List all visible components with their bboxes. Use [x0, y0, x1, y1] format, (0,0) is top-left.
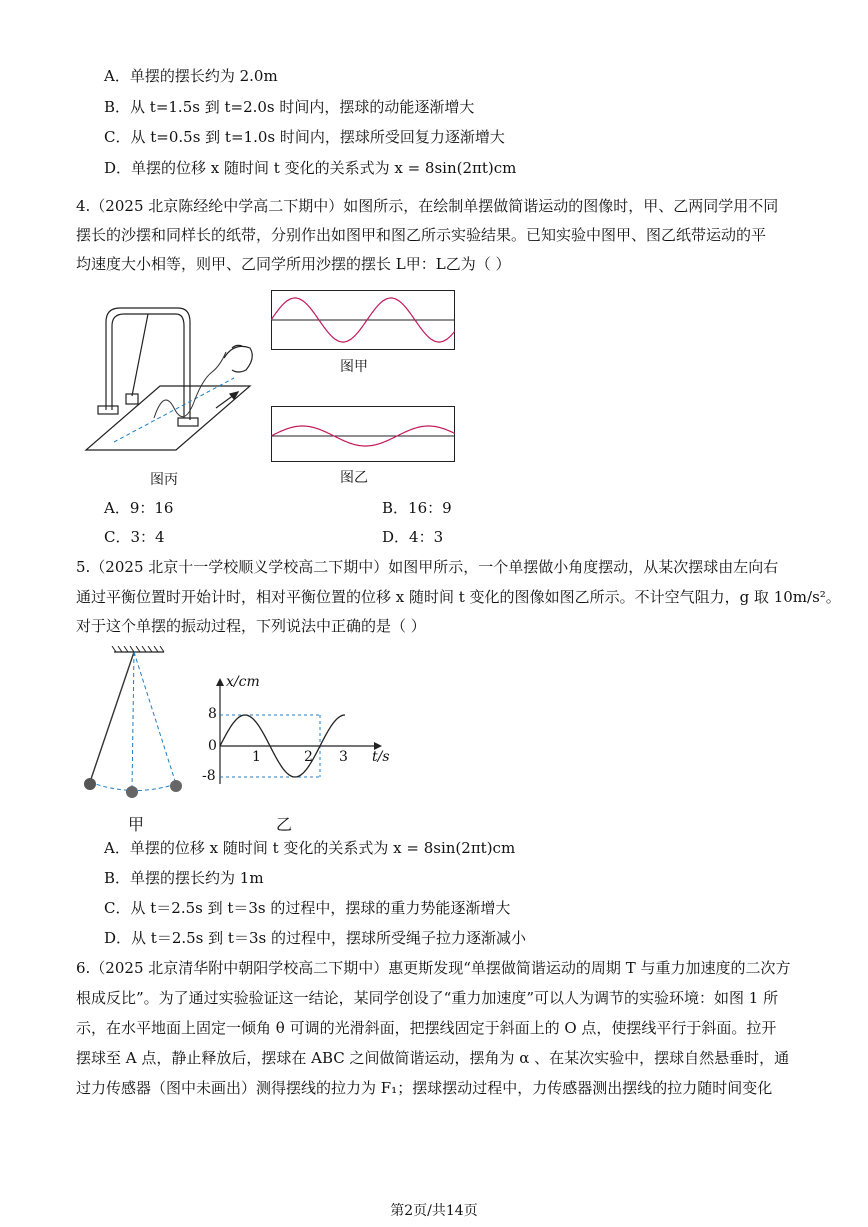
q5-graph-caption: 乙	[276, 815, 293, 834]
page-footer: 第2页/共14页	[390, 1203, 478, 1219]
q5-graph-xtick-3: 3	[339, 749, 348, 765]
q3-option-b: B．从 t=1.5s 到 t=2.0s 时间内，摆球的动能逐渐增大	[104, 98, 475, 116]
q4-apparatus-caption: 图丙	[150, 472, 178, 488]
q6-stem-line-1: 6.（2025 北京清华附中朝阳学校高二下期中）惠更斯发现“单摆做简谐运动的周期 T 与重力加速度的二次方	[76, 959, 791, 977]
q4-stem-line-1: 4.（2025 北京陈经纶中学高二下期中）如图所示，在绘制单摆做简谐运动的图像时，甲、乙两同学用不同	[76, 197, 779, 215]
q5-pendulum-figure	[80, 646, 200, 806]
q5-stem-line-3: 对于这个单摆的振动过程，下列说法中正确的是（ ）	[76, 617, 426, 635]
q4-stem-line-3: 均速度大小相等，则甲、乙同学所用沙摆的摆长 L甲：L乙为（ ）	[76, 255, 511, 273]
q3-option-c: C．从 t=0.5s 到 t=1.0s 时间内，摆球所受回复力逐渐增大	[104, 128, 505, 146]
q4-wave-top-caption: 图甲	[340, 359, 368, 375]
q3-option-d: D．单摆的位移 x 随时间 t 变化的关系式为 x = 8sin(2πt)cm	[104, 159, 517, 177]
q4-stem-line-2: 摆长的沙摆和同样长的纸带，分别作出如图甲和图乙所示实验结果。已知实验中图甲、图乙纸带运动的平	[76, 226, 767, 244]
q4-wave-bottom-caption: 图乙	[340, 470, 368, 486]
q5-graph-ytick-0: 0	[208, 738, 217, 754]
q5-option-d: D．从 t＝2.5s 到 t＝3s 的过程中，摆球所受绳子拉力逐渐减小	[104, 929, 526, 947]
q5-graph-ylabel: x/cm	[226, 674, 260, 690]
q5-stem-line-1: 5.（2025 北京十一学校顺义学校高二下期中）如图甲所示，一个单摆做小角度摆动，从某次摆球由左向右	[76, 558, 779, 576]
q4-option-a: A．9：16	[104, 499, 174, 517]
q5-option-b: B．单摆的摆长约为 1m	[104, 869, 264, 887]
q6-stem-line-5: 过力传感器（图中未画出）测得摆线的拉力为 F₁；摆球摆动过程中，力传感器测出摆线的拉力随时间变化	[76, 1079, 773, 1097]
q5-graph-xtick-1: 1	[252, 749, 261, 765]
q5-graph-ytick-8: 8	[208, 706, 217, 722]
q6-stem-line-3: 示，在水平地面上固定一倾角 θ 可调的光滑斜面，把摆线固定于斜面上的 O 点，使摆线平行于斜面。拉开	[76, 1019, 777, 1037]
q4-option-c: C．3：4	[104, 528, 165, 546]
q4-apparatus-figure	[84, 300, 256, 460]
q4-wave-top	[271, 290, 455, 350]
q5-stem-line-2: 通过平衡位置时开始计时，相对平衡位置的位移 x 随时间 t 变化的图像如图乙所示。不计空气阻力，g 取 10m/s²。	[76, 588, 841, 606]
q4-option-b: B．16：9	[382, 499, 452, 517]
q6-stem-line-2: 根成反比”。为了通过实验验证这一结论，某同学创设了“重力加速度”可以人为调节的实验环境：如图 1 所	[76, 989, 779, 1007]
q6-stem-line-4: 摆球至 A 点，静止释放后，摆球在 ABC 之间做简谐运动，摆角为 α 、在某次实验中，摆球自然悬垂时，通	[76, 1049, 790, 1067]
q4-wave-bottom	[271, 406, 455, 462]
q5-xt-graph	[200, 674, 400, 794]
q5-option-a: A．单摆的位移 x 随时间 t 变化的关系式为 x = 8sin(2πt)cm	[104, 839, 516, 857]
q4-option-d: D．4：3	[382, 528, 444, 546]
q5-graph-xlabel: t/s	[372, 749, 390, 765]
q5-option-c: C．从 t＝2.5s 到 t＝3s 的过程中，摆球的重力势能逐渐增大	[104, 899, 511, 917]
q3-option-a: A．单摆的摆长约为 2.0m	[104, 67, 278, 85]
q5-pendulum-caption: 甲	[128, 815, 145, 834]
q5-graph-xtick-2: 2	[304, 749, 313, 765]
q5-graph-ytick-neg8: -8	[202, 768, 216, 784]
